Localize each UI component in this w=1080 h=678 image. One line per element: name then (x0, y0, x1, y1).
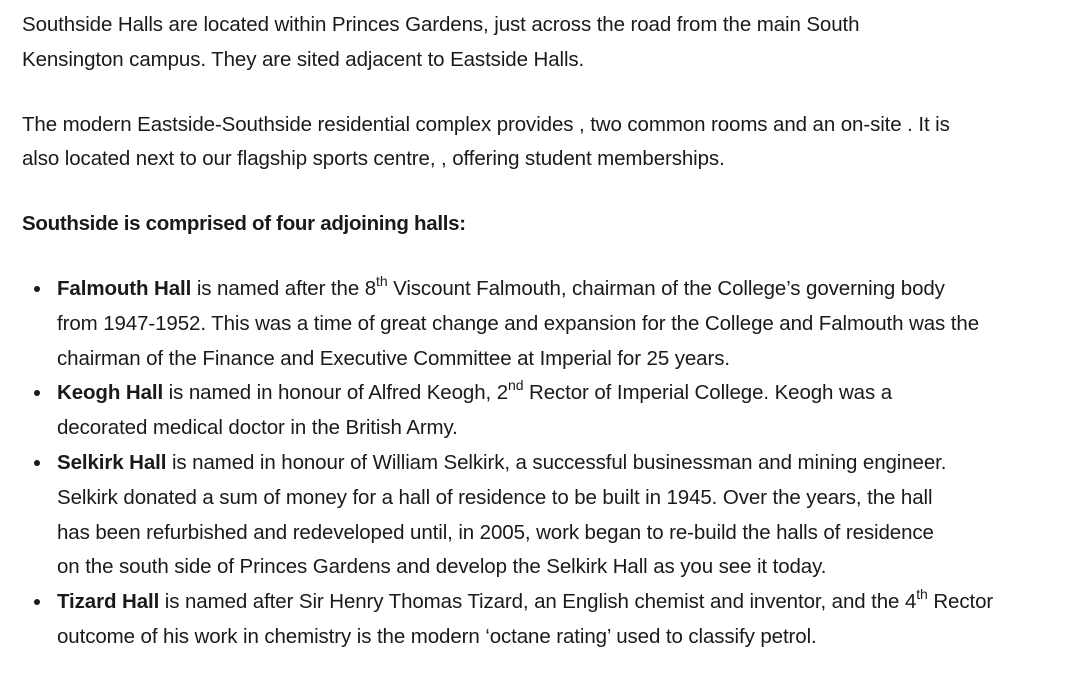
text-line: from 1947-1952. This was a time of great change and expansion for the College and Falmouth was the (57, 311, 979, 335)
text-line: Southside Halls are located within Princes Gardens, just across the road from the main South (22, 13, 860, 36)
text-line: Selkirk donated a sum of money for a hall of residence to be built in 1945. Over the years, the hall (57, 485, 933, 509)
text-fragment: Rector (927, 590, 994, 614)
text-fragment: is named in honour of William Selkirk, a successful businessman and mining engineer. (166, 450, 947, 474)
list-item-tizard-hall (22, 585, 1080, 655)
ordinal-suffix: th (916, 586, 928, 603)
text-fragment: Rector of Imperial College. Keogh was a (523, 381, 892, 405)
intro-paragraph-location (22, 8, 1080, 78)
text-fragment: Viscount Falmouth, chairman of the College’s governing body (387, 276, 945, 300)
hall-name: Falmouth Hall (57, 276, 192, 300)
text-fragment: is named after the 8 (191, 276, 377, 300)
text-line (57, 272, 1080, 307)
text-line: has been refurbished and redeveloped until, in 2005, work began to re-build the halls of residence (57, 520, 934, 544)
list-item-keogh-hall (22, 376, 1080, 446)
intro-paragraph-facilities (22, 108, 1080, 178)
hall-name: Keogh Hall (57, 381, 164, 405)
bullet-icon (34, 286, 40, 292)
text-fragment: is named in honour of Alfred Keogh, 2 (163, 381, 509, 405)
halls-heading: Southside is comprised of four adjoining halls: (22, 212, 466, 236)
halls-list (22, 272, 1080, 655)
text-line: Kensington campus. They are sited adjacent to Eastside Halls. (22, 47, 585, 71)
text-line: chairman of the Finance and Executive Committee at Imperial for 25 years. (57, 346, 730, 370)
text-line (57, 376, 1080, 411)
hall-name: Selkirk Hall (57, 450, 167, 474)
ordinal-suffix: th (376, 272, 388, 289)
text-line: also located next to our flagship sports centre, , offering student memberships. (22, 147, 725, 171)
text-line: on the south side of Princes Gardens and develop the Selkirk Hall as you see it today. (57, 555, 827, 579)
text-line: The modern Eastside-Southside residential complex provides , two common rooms and an on-site . It is (22, 112, 950, 136)
ordinal-suffix: nd (508, 377, 524, 394)
bullet-icon (34, 599, 40, 605)
text-line: outcome of his work in chemistry is the modern ‘octane rating’ used to classify petrol. (57, 624, 817, 648)
bullet-icon (34, 460, 40, 466)
bullet-icon (34, 390, 40, 396)
list-item-falmouth-hall (22, 272, 1080, 376)
text-line (57, 446, 1080, 481)
text-line: decorated medical doctor in the British Army. (57, 416, 458, 440)
article-content (22, 8, 1080, 655)
list-item-selkirk-hall (22, 446, 1080, 585)
text-line (57, 585, 1080, 620)
text-fragment: is named after Sir Henry Thomas Tizard, an English chemist and inventor, and the 4 (159, 590, 917, 614)
hall-name: Tizard Hall (57, 590, 160, 614)
